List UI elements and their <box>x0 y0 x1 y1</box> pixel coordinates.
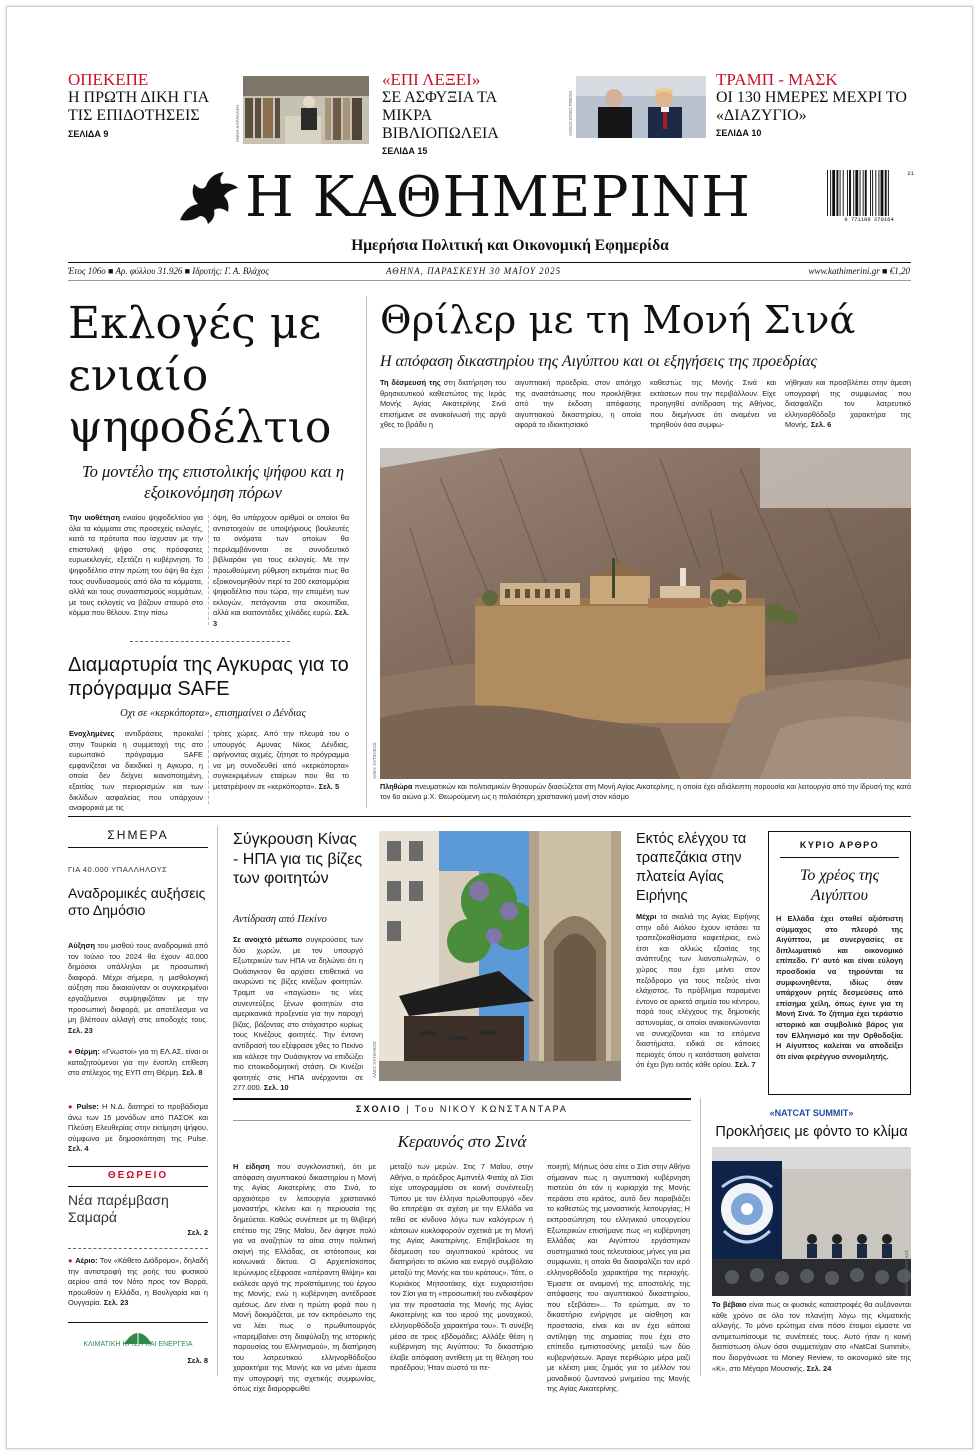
lead-word: Την υιοθέτηση <box>69 513 121 522</box>
lead-word: Αύξηση <box>68 941 96 950</box>
comment-title[interactable]: Κεραυνός στο Σινά <box>397 1132 527 1151</box>
masthead-subtitle: Ημερήσια Πολιτική και Οικονομική Εφημερίδα <box>351 237 669 254</box>
today-item-thermi[interactable]: ● Θέρμη: «Γνωστοί» για τη ΕΛ.ΑΣ. είναι οι καταζητούμενοι για την ένοπλη επίθεση στο στέλεχος της ΕΥΠ στη Θέρμη. Σελ. 8 <box>68 1047 208 1078</box>
teaser-opekepe[interactable] <box>68 71 218 140</box>
comment-author: Του ΝΙΚΟΥ ΚΩΝΣΤΑΝΤΑΡΑ <box>414 1104 568 1114</box>
lead-word: Τη δέσμευσή της <box>380 378 441 387</box>
lead-left-col2: όψη, θα υπάρχουν αριθμοί οι οποίοι θα αντιστοιχούν σε υποψήφιους βουλευτές τα ονόματα των οποίων θα περιλαμβάνονται σε συνοδευτικό βιβλιαράκι για τους εκλογείς. Με την προωθούμενη ρύθμιση εκτιμάται πως θα εξοικονομηθούν περί τα 200 εκατομμύρια ψηφοδέλτια που τώρα, την επομένη των εκλογών, πετάγονται στα σκουπίδια, αλλά και εκατοντάδες χιλιάδες ευρώ. Σελ. 3 <box>213 513 349 628</box>
comment-col1: Η είδηση που συγκλονιστική, ότι με απόφαση αιγυπτιακού δικαστηρίου η Μονή της Αγίας Αικατερίνης στο Σινά, το αρχαιότερο εν λειτουργία χριστιανικό μοναστήρι, κλείνει και η περιουσία της δημεύεται. Καθώς συνέπεσε με τη θλιβερή επέτειο της 29ης Μαΐου, δεν άφησε πολύ για να αναζητών τα αίτια στην πολιτική σκηνή της Ελλάδας, σε ιστότοπους και κοινωνικά δίκτυα. Ο Αρχιεπίσκοπος Ιερώνυμος εξέφρασε «απέραντη θλίψη» και εκάλεσε αργά της προϊστάμενης του έργου της Μονής, ενώ η κυβέρνηση αντέδρασε αμέσως. Δεν είναι η πρώτη φορά που η Μονή δοκιμάζεται, με τον εκπρόσωπο της να λέει πως ο πρωθυπουργός «παρεμβαίνει στη διαφύλαξη της ιστορικής παρουσίας του Ελληνισμού», τη διατήρηση του λατρευτικού ελληνορθόδοξου χαρακτήρα της Μονής και να μένει άμεσα την υπογραφή της σχετικής συμφωνίας, όπως είχε διαμορφωθεί <box>233 1162 376 1394</box>
today-headline[interactable]: Αναδρομικές αυξήσεις στο Δημόσιο <box>68 885 206 918</box>
today-item-aerio[interactable]: ● Αέριο: Τον «Κάθετο Διάδρομο», δηλαδή την αντιστροφή της ροής του φυσικού αερίου από τον Νότο προς τον Βορρά, προωθούν η Ελλάδα, η Βουλγαρία και η Ουγγαρία. Σελ. 23 <box>68 1256 208 1308</box>
issue-date: ΑΘΗΝΑ, ΠΑΡΑΣΚΕΥΗ 30 ΜΑΪΟΥ 2025 <box>386 266 562 276</box>
second-left-headline[interactable]: Διαμαρτυρία της Αγκυρας για το πρόγραμμα SAFE <box>68 654 349 700</box>
photo-credit: ΑΝΝΑ ΚΑΡΑΚΑΣΗ <box>235 104 240 142</box>
lead-word: Σε ανοιχτό μέτωπο <box>233 935 303 944</box>
lead-left-headline[interactable]: Εκλογές με ενιαίο ψηφοδέλτιο <box>68 298 332 453</box>
agia-eirini-photo <box>379 831 621 1081</box>
today-item-pulse[interactable]: ● Pulse: Η Ν.Δ. διατηρεί το προβάδισμα άνω των 15 μονάδων από ΠΑΣΟΚ και Πλεύση Ελευθερίας στην εκτίμηση ψήφου, σύμφωνα με δημοσκόπηση της Pulse. Σελ. 4 <box>68 1102 208 1154</box>
barcode-bar <box>840 170 841 216</box>
barcode-bar <box>888 170 889 216</box>
barcode-bar <box>881 170 884 216</box>
climate-page: Σελ. 8 <box>187 1356 208 1365</box>
teaser-title: ΟΙ 130 ΗΜΕΡΕΣ ΜΕΧΡΙ ΤΟ «ΔΙΑΖΥΓΙΟ» <box>716 89 907 124</box>
page-ref: Σελ. 7 <box>734 1060 756 1070</box>
trump-musk-photo <box>576 76 706 138</box>
barcode-bar <box>853 170 854 216</box>
teaser-page: ΣΕΛΙΔΑ 10 <box>716 128 762 138</box>
photo-credit: ASSOCIATED PRESS <box>568 90 573 136</box>
barcode-bar <box>843 170 844 216</box>
lead-word: Η είδηση <box>233 1162 270 1171</box>
barcode-bar <box>847 170 848 216</box>
natcat-body: Το βέβαιο είναι πως οι φυσικές καταστροφές θα αυξάνονται κάθε χρόνο σε όλο τον πλανήτη λόγω της κλιματικής αλλαγής. Το μόνο ερώτημα είναι πόσο έτοιμοι είμαστε να αντιμετωπίσουμε τις συνέπειές τους. Αυτό ήταν η κοινή διαπίστωση όλων όσοι συμμετείχαν στο «NatCat Summit», που διοργάνωσε το Money Review, το οικονομικό site της «Κ», στο Μέγαρο Μουσικής. Σελ. 24 <box>712 1300 911 1373</box>
editorial-body: Η Ελλάδα έχει σταθεί αξιόπιστη σύμμαχος στο πλευρό της Αιγύπτου, με συνεργασίες σε διπλωματικό και οικονομικό επίπεδο. Γι' αυτό και είναι εύλογη προσδοκία να τηρούνται τα συμφωνηθέντα, ιδίως όταν υπάρχουν ρητές δεσμεύσεις από επίσημα χείλη, όπως έγινε για τη Μονή Σινά. Το ζήτημα έχει τεράστιο ιστορικό και συμβολικό βάρος για τον Ελληνισμό και την Ορθοδοξία. Η Αίγυπτος καλείται να αποδείξει ότι είναι φερέγγυο συνομιλητής. <box>776 914 903 1061</box>
page-ref: Σελ. 5 <box>318 781 340 791</box>
page-ref: Σελ. 24 <box>806 1363 832 1373</box>
lead-main-caption: Πληθώρα πνευματικών και πολιτισμικών θησαυρών διασώζεται στη Μονή Αγίας Αικατερίνης, η οποία έχει αδιάλειπτη παρουσία και λειτουργία από την ίδρυσή της κατά τον 6ο αιώνα μ.Χ. Θεωρούμενη ως η παλαιότερη χριστιανική μονή στον κόσμο <box>380 782 912 802</box>
barcode-bar <box>827 170 828 216</box>
climate-label[interactable]: ΚΛΙΜΑΤΙΚΗ ΚΡΙΣΗ ΚΑΙ ΕΝΕΡΓΕΙΑ <box>83 1341 193 1348</box>
barcode-bar <box>865 170 867 216</box>
barcode-bar <box>860 170 861 216</box>
lead-main-col4: νήθηκαν και προσβλέπει στην άμεση υπογραφή της συμφωνίας που διασφαλίζει τον λατρευτικό ελληνορθόδοξο χαρακτήρα της Μονής. Σελ. 6 <box>785 378 911 430</box>
china-usa-body: Σε ανοιχτό μέτωπο συγκρούσεις των δύο χωρών, με τον υπουργό Εξωτερικών των ΗΠΑ να δηλώνει ότι η Ουάσιγκτον θα αρχίσει επιθετικά να ακυρώνει τις βίζες κινέζων φοιτητών. Τραμπ να «παγώσει» τις νέες συνεντεύξεις ξένων φοιτητών στα αμερικανικά προξενεία για την παροχή βίζας, βάζοντας στο στόχαστρο κυρίως τους Κινέζους φοιτητές. Την έντονη αντίδρασή του εξέφρασε χθες το Πεκίνο και κάλεσε την Ουάσιγκτον να επιδώξει πιο εποικοδομητική στάση. Οι Κινέζοι φοιτητές στις ΗΠΑ ανέρχονται σε 277.000. Σελ. 10 <box>233 935 363 1093</box>
comment-col2: μεταξύ των μερών. Στις 7 Μαΐου, στην Αθήνα, ο πρόεδρος Αμπντέλ Φατάχ αλ Σίσι είχε υπογραμμίσει σε κοινή συνέντευξη Τύπου με τον έλληνα πρωθυπουργό «δεν θα επιτρέψει σε σχέση με την Ελλάδα να τεθεί σε κίνδυνο λόγω των καλόγερων ή κάποιων κυκλοφορούν σχετικά με τη Μονή της Αγίας Αικατερίνης. Επιβεβαίωσε τη δέσμευση του αιγυπτιακού κράτους να διατηρήσει το αιώνιο και ενεργό συμβόλαιο μεταξύ της Μονής και του κράτους». Τότε, ο Κυριάκος Μητσοτάκης είχε ευχαριστήσει τον Σίσι για τη «προσωπική του ενδιαφέρον για την προστασία της Μονής της Αγίας Αικατερίνης και του ιερού της μοναχικού, ελληνορθόδοξο χαρακτήρα του». Τι συνέβη μέσα σε τρεις εβδομάδες; Αλλάξε θέση η κυβέρνηση της Αιγύπτου; Το δικαστήριο έλαβε απόφαση αντίθετη με τη θέληση του προέδρου; Ήταν σωστό το πε- <box>390 1162 533 1373</box>
theoreio-page: Σελ. 2 <box>187 1228 208 1237</box>
teaser-page: ΣΕΛΙΔΑ 15 <box>382 146 428 156</box>
teaser-trump-musk[interactable] <box>716 71 916 139</box>
agia-eirini-body: Μέχρι τα σκαλιά της Αγίας Ειρήνης στην οδό Αιόλου έχουν ιστάσει τα τραπεζοκαθίσματα καφετέριας, ενώ έτσι και αλλιώς εξαιτίας της ανάπτυξης των λιανοπωλητών, ο χώρος που έχει μείνει στον πεζόδρομο για τους πεζούς είναι ελάχιστος. Το πρόβλημα παραμένει έντονο σε αρκετά σημεία του κέντρου, παρά τους ελέγχους της δημοτικής αστυνομίας, οι οποίοι ανακοινώνονται να συνεχίζονται και τα επόμενα διαστήματα, ειδικά σε κάποιες περιοχές όπου η κατάσταση φαίνεται ότι έχει βγει εκτός κάθε ορίου. Σελ. 7 <box>636 912 760 1070</box>
barcode-bar <box>863 170 864 216</box>
barcode <box>826 170 912 224</box>
today-body: Αύξηση του μισθού τους αναδρομικά από τον Ιούνιο του 2024 θα έχουν 40.000 δημόσιοι υπάλληλοι με προσωπική διαφορά. Μέχρι σήμερα, η μισθολογική αύξηση που δικαιούνταν οι συγκεκριμένοι εργαζόμενοι συμψηφιζόταν με την προσωπική διαφορά, με αποτέλεσμα να μη βλέπουν αλλαγή στις αποδοχές τους. Σελ. 23 <box>68 941 208 1035</box>
photo-credit: ΝΙΚΟΣ ΚΑΡΑΝΙΚΟΛΑΣ <box>904 1249 909 1296</box>
comment-byline: ΣΧΟΛΙΟ | Του ΝΙΚΟΥ ΚΩΝΣΤΑΝΤΑΡΑ <box>356 1104 568 1114</box>
photo-credit: ΑΛΕΞ ΧΑΤΖΗΚΟΣ <box>372 742 377 779</box>
editorial-label: ΚΥΡΙΟ ΑΡΘΡΟ <box>799 840 880 850</box>
second-left-col1: Ενοχλημένες αντιδράσεις προκαλεί στην Τουρκία η συμμετοχή της στο ευρωπαϊκό πρόγραμμα SAFE εμφανίζεται να διεκδικεί η Αγκυρα, η οποία δεν δείχνει ικανοποιημένη, εξαιτίας των περιορισμών και των δικλίδων ασφαλείας που υπάρχουν αναφορικά με τις <box>69 729 203 813</box>
theoreio-title[interactable]: Νέα παρέμβαση Σαμαρά <box>68 1192 169 1225</box>
lead-main-deck: Η απόφαση δικαστηρίου της Αιγύπτου και οι εξηγήσεις της προεδρίας <box>380 353 817 370</box>
china-usa-deck: Αντίδραση από Πεκίνο <box>233 914 327 925</box>
comment-label: ΣΧΟΛΙΟ <box>356 1104 402 1114</box>
teaser-kicker: «ΕΠΙ ΛΕΞΕΙ» <box>382 70 481 89</box>
lead-main-col2: αιγυπτιακή προεδρία, στον απόηχο της αναστάτωσης που προκλήθηκε από την έκδοση απόφασης αιγυπτιακού δικαστηρίου, η οποία αφορά το ιδιοκτησιακό <box>515 378 641 430</box>
page-ref: Σελ. 23 <box>68 1025 93 1035</box>
lead-main-col3: καθεστώς της Μονής Σινά και εκτάσεων που την περιβάλλουν. Είχε προηγηθεί αντίδραση της Αθήνας, που διεμήνυσε ότι αναμένει να τηρηθούν όσα συμφω- <box>650 378 776 430</box>
barcode-bar <box>855 170 858 216</box>
barcode-bar <box>872 170 873 216</box>
editorial-title[interactable]: Το χρέος της Αιγύπτου <box>799 867 880 904</box>
website-price[interactable]: www.kathimerini.gr ■ €1,20 <box>808 266 910 276</box>
barcode-bar <box>878 170 879 216</box>
natcat-kicker: «NATCAT SUMMIT» <box>769 1108 854 1118</box>
lead-left-col1: Την υιοθέτηση ενιαίου ψηφοδελτίου για όλα τα κόμματα στις προσεχείς εκλογές, κατά τα πρότυπα που ίσχυσαν με την επιστολική ψήφο στις πρόσφατες ευρωεκλογές, εξετάζει η κυβέρνηση. Το ψηφοδέλτιο στην πρώτη του όψη θα έχει τους συνδυασμούς από όλα τα κόμματα, αλλά και τους συνασπισμούς κομμάτων, με τους εκλογείς να βάζουν σταυρό στο κόμμα που θέλουν. Στην πίσω <box>69 513 203 618</box>
issue-info: Έτος 106ο ■ Αρ. φύλλου 31.926 ■ Ιδρυτής: Γ. Α. Βλάχος <box>68 266 269 276</box>
griffin-logo <box>172 166 242 228</box>
barcode-number: 9 771108 270164 <box>844 216 894 223</box>
caption-lead: Πληθώρα <box>380 782 413 791</box>
theoreio-label: ΘΕΩΡΕΙΟ <box>107 1170 169 1181</box>
page-ref: Σελ. 6 <box>810 420 832 430</box>
barcode-bar <box>830 170 831 216</box>
barcode-bar <box>836 170 838 216</box>
teaser-kicker: ΤΡΑΜΠ - ΜΑΣΚ <box>716 70 838 89</box>
teaser-page: ΣΕΛΙΔΑ 9 <box>68 129 109 139</box>
lead-left-deck: Το μοντέλο της επιστολικής ψήφου και η εξοικονόμηση πόρων <box>81 462 345 502</box>
lead-word: Μέχρι <box>636 912 657 921</box>
today-kicker: ΓΙΑ 40.000 ΥΠΑΛΛΗΛΟΥΣ <box>68 865 168 874</box>
sinai-monastery-photo <box>380 448 911 779</box>
barcode-bar <box>849 170 851 216</box>
lead-main-headline[interactable]: Θρίλερ με τη Μονή Σινά <box>380 298 856 343</box>
comment-col3: ποιητή; Μήπως όσα είπε ο Σίσι στην Αθήνα σήμαιναν πως η αιγυπτιακή κυβέρνηση πιστεύει ότι εάν η κυριαρχία της Μονής περάσει στο κράτος, αυτό δεν παραβιάζει το καθεστώς της μοναστικής λειτουργίας; Η εκπροσώπηση του ελληνικού υπουργείου Εξωτερικών επισήμανε πως «η κυβέρνηση Ελλάδας και Αιγύπτου εργάστηκαν συστηματικά τους τελευταίους μήνες για μια συμφωνία, η οποία θα διασφαλίζει τον ιερό ελληνορθόδοξο χαρακτήρα της περιοχής. Έμαστε σε αναμονή της αποστολής της απόφασης του αιγυπτιακού δικαστηρίου, που εξεβάσει»... Το ερώτημα, αν το δικαστήριο ενήργησε με αίσθηση και προστασία, είναι και αν έχει κάποια αντίληψη της σημασίας που έχει στο επίπεδο εμπιστοσύνης μεταξύ των δύο κυβερνήσεων. Άραγε περιθώριο μέρα μαζί με κλέιση μιας ζημιάς για το μέλλον του μοναδικού ζωντανού μνημείου της Μονής της Αγίας Αικατερίνης. <box>547 1162 690 1394</box>
teaser-title: Η ΠΡΩΤΗ ΔΙΚΗ ΓΙΑ ΤΙΣ ΕΠΙΔΟΤΗΣΕΙΣ <box>68 89 209 124</box>
photo-credit: ΑΛΕΞ ΧΑΤΖΗΚΟΣ <box>372 1041 377 1078</box>
natcat-headline[interactable]: Προκλήσεις με φόντο το κλίμα <box>715 1124 908 1140</box>
page-ref: Σελ. 3 <box>213 608 349 628</box>
agia-eirini-headline[interactable]: Εκτός ελέγχου τα τραπεζάκια στην πλατεία Αγίας Ειρήνης <box>636 831 747 904</box>
bookshop-photo <box>243 76 369 144</box>
teaser-bookshops[interactable] <box>382 71 547 157</box>
natcat-summit-photo <box>712 1147 911 1296</box>
lead-main-col1: Τη δέσμευσή της στη διατήρηση του θρησκευτικού καθεστώτος της Ιεράς Μονής Αγίας Αικατερίνης Σινά επισήμανε σε ανακοίνωσή της αργά χθες το βράδυ η <box>380 378 506 430</box>
china-usa-headline[interactable]: Σύγκρουση Κίνας - ΗΠΑ για τις βίζες των φοιτητών <box>233 831 363 887</box>
masthead-title: Η ΚΑΘΗΜΕΡΙΝΗ <box>245 165 751 230</box>
barcode-bar <box>870 170 871 216</box>
lead-word: Το βέβαιο <box>712 1300 747 1309</box>
teaser-kicker: ΟΠΕΚΕΠΕ <box>68 70 149 89</box>
barcode-bar <box>875 170 876 216</box>
barcode-bar <box>885 170 887 216</box>
barcode-bar <box>832 170 835 216</box>
today-title: ΣΗΜΕΡΑ <box>107 828 169 842</box>
page-ref: Σελ. 10 <box>263 1083 289 1093</box>
lead-word: Ενοχλημένες <box>69 729 115 738</box>
second-left-col2: τρίτες χώρες. Από την πλευρά του ο υπουργός Αμυνας Νίκος Δένδιας, αφήνοντας αιχμές, ζήτησε το πρόγραμμα να μη συνοδευθεί από «κερκόπορτα» συγκεκριμένων εταίρων που θα το μετατρέψουν σε «κερκόπορτα». Σελ. 5 <box>213 729 349 791</box>
teaser-title: ΣΕ ΑΣΦΥΞΙΑ ΤΑ ΜΙΚΡΑ ΒΙΒΛΙΟΠΩΛΕΙΑ <box>382 89 499 142</box>
second-left-deck: Οχι σε «κερκόπορτα», επισημαίνει ο Δένδιας <box>120 708 306 719</box>
barcode-issue: 21 <box>907 170 914 177</box>
